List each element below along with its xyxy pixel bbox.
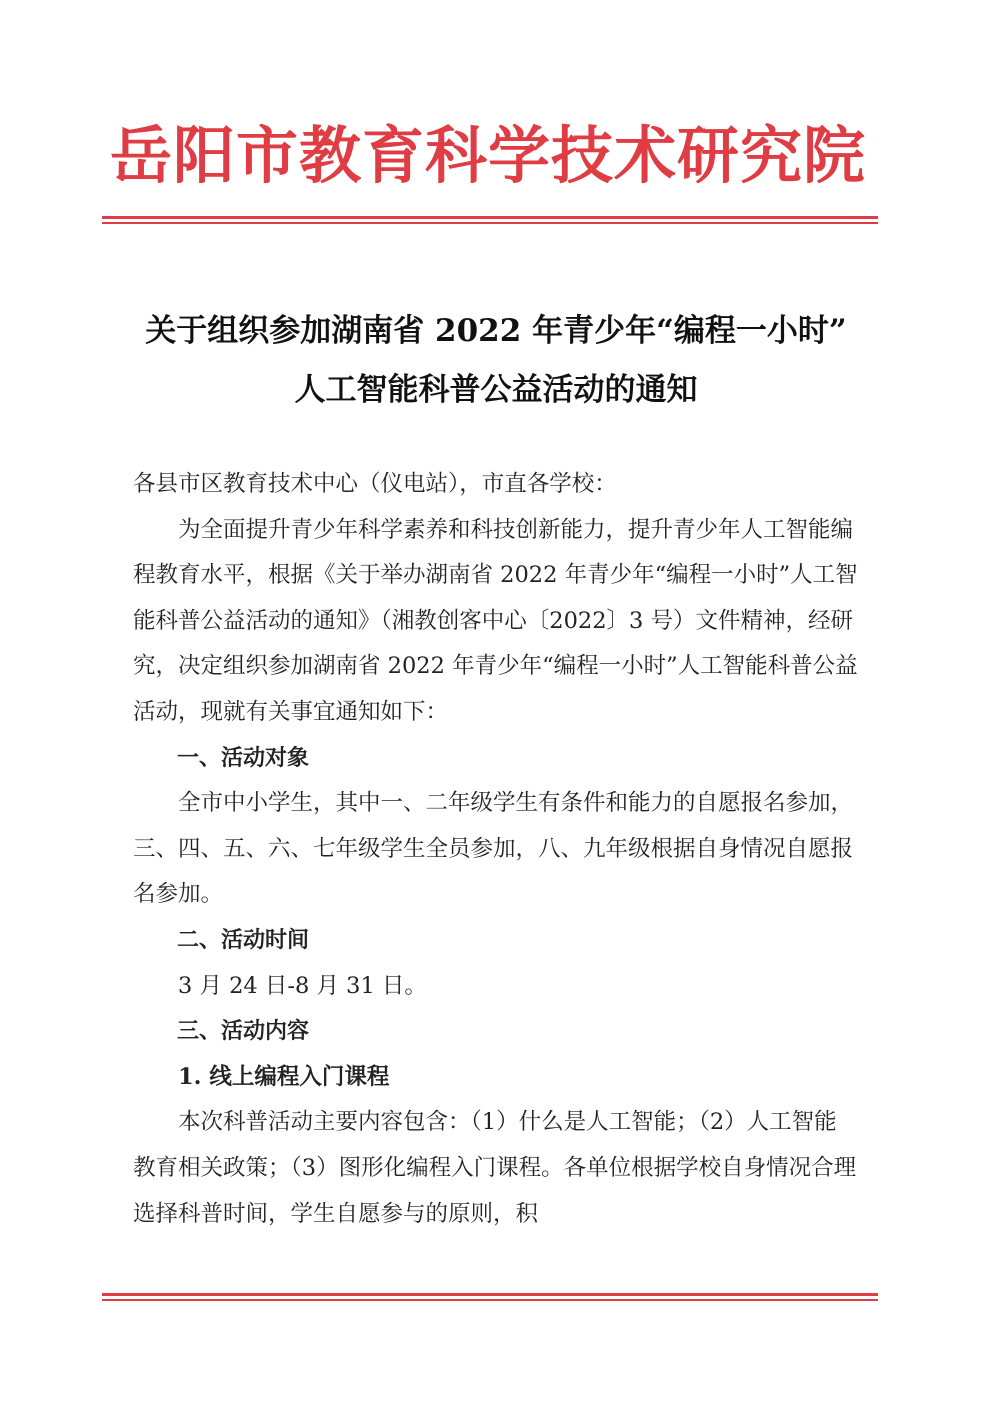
content-paragraph: 本次科普活动主要内容包含：（1）什么是人工智能；（2）人工智能教育相关政策；（3）图形化编程入门课程。各单位根据学校自身情况合理选择科普时间，学生自愿参与的原则，积 [133,1109,857,1227]
red-rule-thin [102,222,878,224]
subheading-online-course: 1. 线上编程入门课程 [178,1063,390,1090]
notice-title-line-2: 人工智能科普公益活动的通知 [294,372,698,408]
time-paragraph: 3 月 24 日-8 月 31 日。 [178,972,427,999]
participants-paragraph: 全市中小学生，其中一、二年级学生有条件和能力的自愿报名参加，三、四、五、六、七年级学生全员参加，八、九年级根据自身情况自愿报名参加。 [133,790,854,908]
section-heading-time: 二、活动时间 [177,927,310,953]
notice-body [133,462,858,1237]
section-heading-participants: 一、活动对象 [177,745,310,771]
masthead-red-rule [102,216,878,224]
footer-red-rule [102,1293,878,1301]
masthead-org-name: 岳阳市教育科学技术研究院 [109,119,866,192]
section-heading-content: 三、活动内容 [177,1019,310,1045]
red-rule-thin [102,1299,878,1301]
intro-paragraph: 为全面提升青少年科学素养和科技创新能力，提升青少年人工智能编程教育水平，根据《关于举办湖南省 2022 年青少年“编程一小时”人工智能科普公益活动的通知》（湘教创客中心〔2022〕3 号）文件精神，经研究，决定组织参加湖南省 2022 年青少年“编程一小时”人工智能科普公益活动，现就有关事宜通知如下： [133,516,858,725]
salutation: 各县市区教育技术中心（仪电站），市直各学校： [133,471,617,497]
notice-title-line-1: 关于组织参加湖南省 2022 年青少年“编程一小时” [145,313,847,349]
